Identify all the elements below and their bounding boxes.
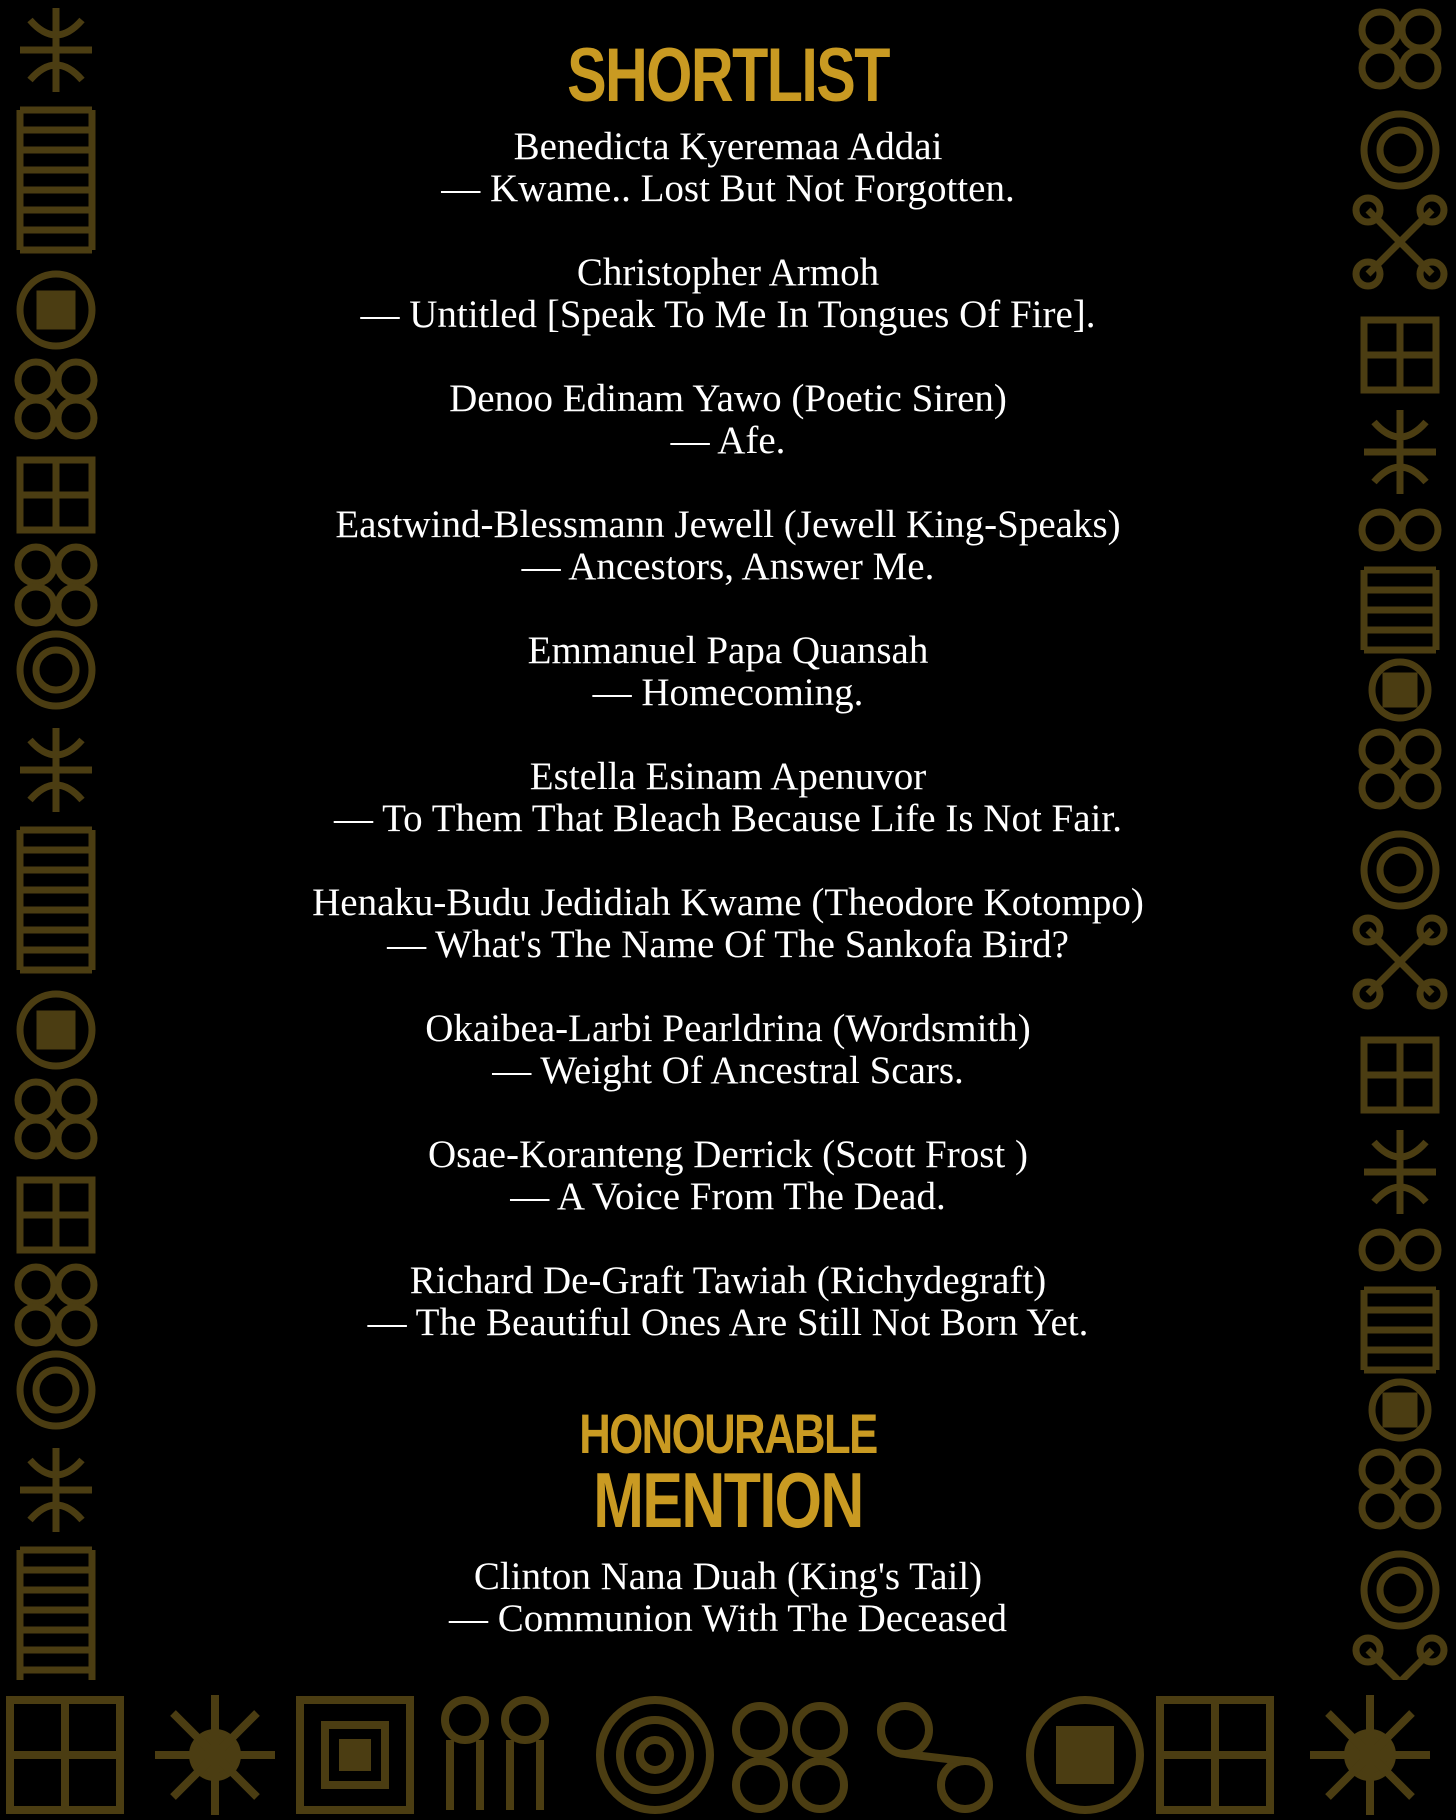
- honourable-mention-entry: [200, 1556, 1256, 1640]
- entry-author: Christopher Armoh: [576, 251, 880, 294]
- shortlist-entry: [200, 378, 1256, 462]
- mention-heading: MENTION: [593, 1456, 863, 1544]
- entry-title: — Communion With The Deceased: [448, 1597, 1008, 1640]
- entry-title: — Afe.: [670, 419, 786, 462]
- entry-author: Clinton Nana Duah (King's Tail): [473, 1555, 983, 1598]
- shortlist-entry: [200, 1008, 1256, 1092]
- main-content: [200, 33, 1256, 1640]
- entry-author: Estella Esinam Apenuvor: [529, 755, 927, 798]
- adinkra-pattern-bottom-icon: [0, 1680, 1456, 1820]
- entry-author: Eastwind-Blessmann Jewell (Jewell King-Speaks): [335, 503, 1121, 546]
- right-adinkra-border: [1344, 0, 1456, 1680]
- shortlist-entry: [200, 882, 1256, 966]
- shortlist-entry: [200, 252, 1256, 336]
- entry-title: — To Them That Bleach Because Life Is Not Fair.: [334, 797, 1122, 840]
- shortlist-heading: SHORTLIST: [567, 33, 889, 118]
- entry-author: Richard De-Graft Tawiah (Richydegraft): [409, 1259, 1047, 1302]
- shortlist-entry: [200, 630, 1256, 714]
- entry-author: Benedicta Kyeremaa Addai: [513, 125, 943, 168]
- entry-author: Okaibea-Larbi Pearldrina (Wordsmith): [425, 1007, 1031, 1050]
- entry-title: — A Voice From The Dead.: [510, 1175, 946, 1218]
- entry-title: — What's The Name Of The Sankofa Bird?: [387, 923, 1069, 966]
- honourable-heading: HONOURABLE: [579, 1402, 877, 1465]
- entry-title: — Kwame.. Lost But Not Forgotten.: [441, 167, 1015, 210]
- entry-title: — Untitled [Speak To Me In Tongues Of Fire].: [360, 293, 1096, 336]
- entry-author: Osae-Koranteng Derrick (Scott Frost ): [428, 1133, 1028, 1176]
- shortlist-entry: [200, 126, 1256, 210]
- entry-author: Henaku-Budu Jedidiah Kwame (Theodore Kotompo): [312, 881, 1144, 924]
- bottom-adinkra-border: [0, 1680, 1456, 1820]
- shortlist-entry: [200, 756, 1256, 840]
- shortlist-entry: [200, 504, 1256, 588]
- left-adinkra-border: [0, 0, 112, 1680]
- entry-author: Emmanuel Papa Quansah: [527, 629, 929, 672]
- adinkra-pattern-left-icon: [0, 0, 112, 1680]
- entry-title: — Weight Of Ancestral Scars.: [492, 1049, 964, 1092]
- shortlist-entry: [200, 1260, 1256, 1344]
- entry-title: — Ancestors, Answer Me.: [521, 545, 935, 588]
- entry-title: — The Beautiful Ones Are Still Not Born Yet.: [367, 1301, 1089, 1344]
- shortlist-entry: [200, 1134, 1256, 1218]
- entry-title: — Homecoming.: [592, 671, 864, 714]
- entry-author: Denoo Edinam Yawo (Poetic Siren): [449, 377, 1007, 420]
- adinkra-pattern-right-icon: [1344, 0, 1456, 1680]
